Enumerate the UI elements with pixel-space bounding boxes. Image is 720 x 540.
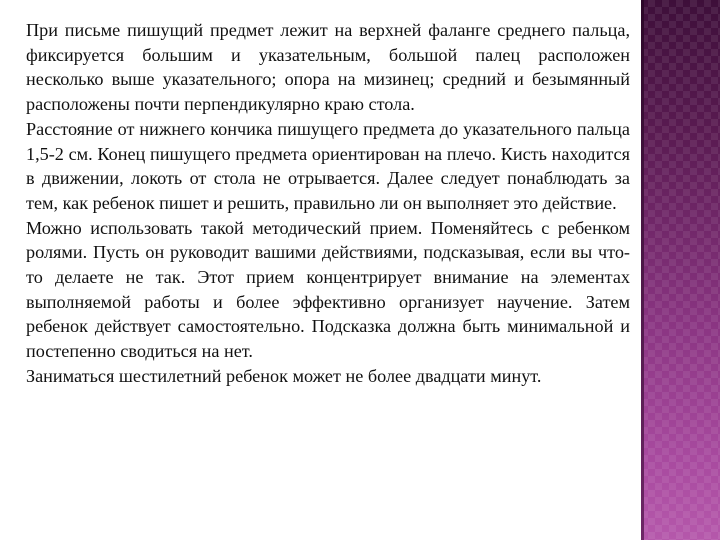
sidebar-edge-divider (641, 0, 644, 540)
decorative-sidebar (641, 0, 720, 540)
slide-body-text (26, 18, 630, 389)
paragraph-pen-distance: Расстояние от нижнего кончика пишущего предмета до указательного пальца 1,5-2 см. Конец пишущего предмета ориентирован на плечо. Кисть находится в движении, локоть от стола не отрывается. Далее следует понаблюдать за тем, как ребенок пишет и решить, правильно ли он выполняет это действие. (26, 118, 630, 213)
paragraph-duration: Заниматься шестилетний ребенок может не более двадцати минут. (26, 365, 542, 386)
paragraph-role-swap: Можно использовать такой методический прием. Поменяйтесь с ребенком ролями. Пусть он руководит вашими действиями, подсказывая, если вы что-то делаете не так. Этот прием концентрирует внимание на элементах выполняемой работы и более эффективно организует научение. Затем ребенок действует самостоятельно. Подсказка должна быть минимальной и постепенно сводиться на нет. (26, 217, 630, 362)
paragraph-pen-grip: При письме пишущий предмет лежит на верхней фаланге среднего пальца, фиксируется большим и указательным, большой палец расположен несколько выше указательного; опора на мизинец; средний и безымянный расположены почти перпендикулярно краю стола. (26, 20, 630, 115)
